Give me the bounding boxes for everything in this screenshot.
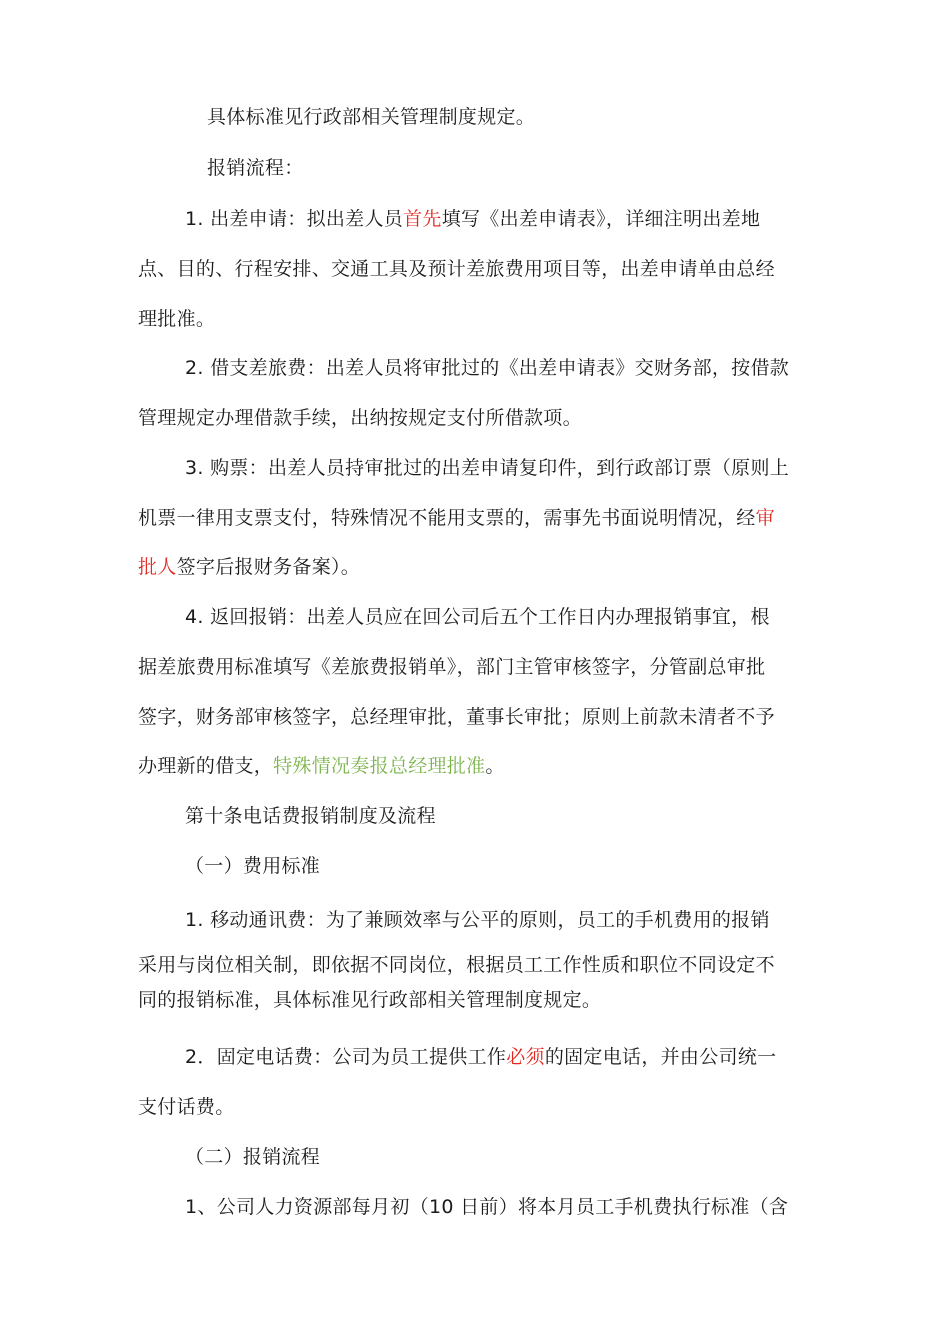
paragraph-line: 办理新的借支，特殊情况奏报总经理批准。 [138,755,505,777]
paragraph-line: 据差旅费用标准填写《差旅费报销单》，部门主管审核签字，分管副总审批 [138,656,766,678]
paragraph-line: 2. 借支差旅费：出差人员将审批过的《出差申请表》交财务部，按借款 [185,357,790,379]
paragraph-line: 1. 出差申请：拟出差人员首先填写《出差申请表》，详细注明出差地 [185,208,761,230]
paragraph-line: 管理规定办理借款手续，出纳按规定支付所借款项。 [138,407,582,429]
paragraph-line: 点、目的、行程安排、交通工具及预计差旅费用项目等，出差申请单由总经 [138,258,775,280]
highlight-red: 必须 [506,1046,545,1068]
paragraph-line: 理批准。 [138,308,216,330]
paragraph-line: 2．固定电话费：公司为员工提供工作必须的固定电话，并由公司统一 [185,1046,777,1068]
paragraph-line: 签字，财务部审核签字，总经理审批，董事长审批；原则上前款未清者不予 [138,706,775,728]
paragraph-line: 具体标准见行政部相关管理制度规定。 [207,106,536,128]
highlight-red: 审 [755,507,775,529]
paragraph-line: 批人签字后报财务备案）。 [138,556,361,578]
paragraph-line: 3. 购票：出差人员持审批过的出差申请复印件，到行政部订票（原则上 [185,457,790,479]
section-heading: 报销流程： [207,157,304,179]
paragraph-line: 1、公司人力资源部每月初（10 日前）将本月员工手机费执行标准（含 [185,1196,789,1218]
paragraph-line: 机票一律用支票支付，特殊情况不能用支票的，需事先书面说明情况，经审 [138,507,775,529]
section-heading: 第十条电话费报销制度及流程 [185,805,436,827]
section-heading: （一）费用标准 [185,855,321,877]
paragraph-line: 支付话费。 [138,1096,235,1118]
paragraph-line: 4. 返回报销：出差人员应在回公司后五个工作日内办理报销事宜，根 [185,606,770,628]
highlight-red: 首先 [403,208,442,230]
paragraph-line: 采用与岗位相关制，即依据不同岗位，根据员工工作性质和职位不同设定不 [138,954,775,976]
highlight-red: 批人 [138,556,177,578]
paragraph-line: 1. 移动通讯费：为了兼顾效率与公平的原则，员工的手机费用的报销 [185,909,770,931]
section-heading: （二）报销流程 [185,1146,321,1168]
paragraph-line: 同的报销标准，具体标准见行政部相关管理制度规定。 [138,989,602,1011]
highlight-green: 特殊情况奏报总经理批准 [273,755,486,777]
